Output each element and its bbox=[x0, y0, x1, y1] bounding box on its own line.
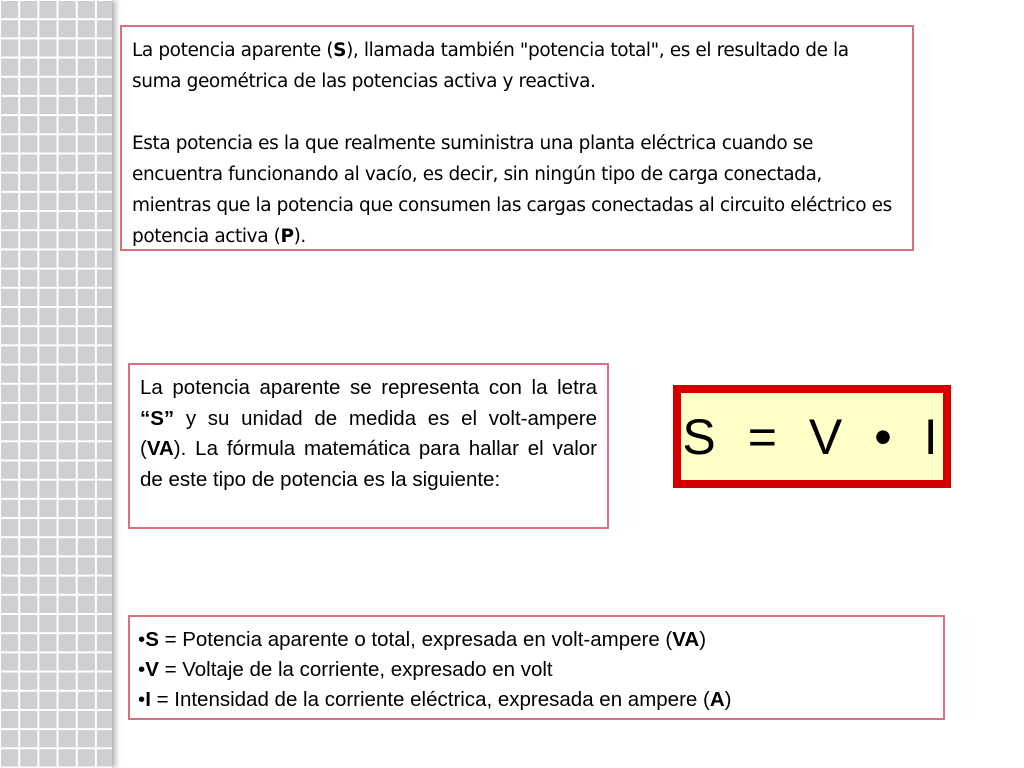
text: = Voltaje de la corriente, expresado en volt bbox=[158, 658, 553, 681]
text: ) bbox=[699, 628, 707, 651]
formula-i: I bbox=[923, 408, 942, 465]
symbol-s: S bbox=[333, 40, 347, 61]
unit: A bbox=[709, 688, 725, 711]
unit-va: VA bbox=[146, 437, 174, 460]
variables-legend-box bbox=[128, 615, 945, 720]
symbol-p: P bbox=[280, 226, 294, 247]
list-item bbox=[138, 685, 935, 715]
paragraph-explanation bbox=[132, 128, 902, 252]
formula-equals: = bbox=[747, 408, 781, 465]
text: La potencia aparente se representa con la letra bbox=[140, 376, 597, 399]
formula-box bbox=[673, 385, 951, 488]
formula-dot: • bbox=[874, 408, 896, 465]
decorative-grid-strip bbox=[0, 0, 112, 768]
symbol: V bbox=[145, 658, 159, 681]
paragraph-definition bbox=[132, 35, 902, 97]
formula-s: S bbox=[682, 408, 720, 465]
representation-box bbox=[128, 363, 609, 529]
text: = Potencia aparente o total, expresada en volt-ampere ( bbox=[158, 628, 673, 651]
list-item bbox=[138, 625, 935, 655]
text: ) bbox=[724, 688, 732, 711]
list-item bbox=[138, 655, 935, 685]
text: ). La fórmula matemática para hallar el valor de este tipo de potencia es la siguiente: bbox=[140, 437, 597, 491]
bullet: • bbox=[138, 628, 146, 651]
text: ), llamada también "potencia total", es el resultado de la suma geométrica de las potencias activa y reactiva. bbox=[132, 40, 849, 92]
text: Esta potencia es la que realmente suministra una planta eléctrica cuando se encuentra funcionando al vacío, es decir, sin ningún tipo de carga conectada, mientras que la potencia que consumen las cargas conectadas al circuito eléctrico es potencia activa ( bbox=[132, 133, 892, 247]
bullet: • bbox=[138, 688, 146, 711]
apparent-power-definition-box bbox=[120, 25, 914, 251]
text: La potencia aparente ( bbox=[132, 40, 334, 61]
text: y su unidad de medida es el volt-ampere ( bbox=[140, 406, 597, 460]
text: ). bbox=[293, 226, 306, 247]
symbol: S bbox=[145, 628, 159, 651]
symbol: I bbox=[145, 688, 151, 711]
bullet: • bbox=[138, 658, 146, 681]
symbol-s: “S” bbox=[140, 406, 175, 430]
text: = Intensidad de la corriente eléctrica, expresada en ampere ( bbox=[150, 688, 710, 711]
formula-v: V bbox=[808, 408, 847, 465]
unit: VA bbox=[672, 628, 700, 651]
